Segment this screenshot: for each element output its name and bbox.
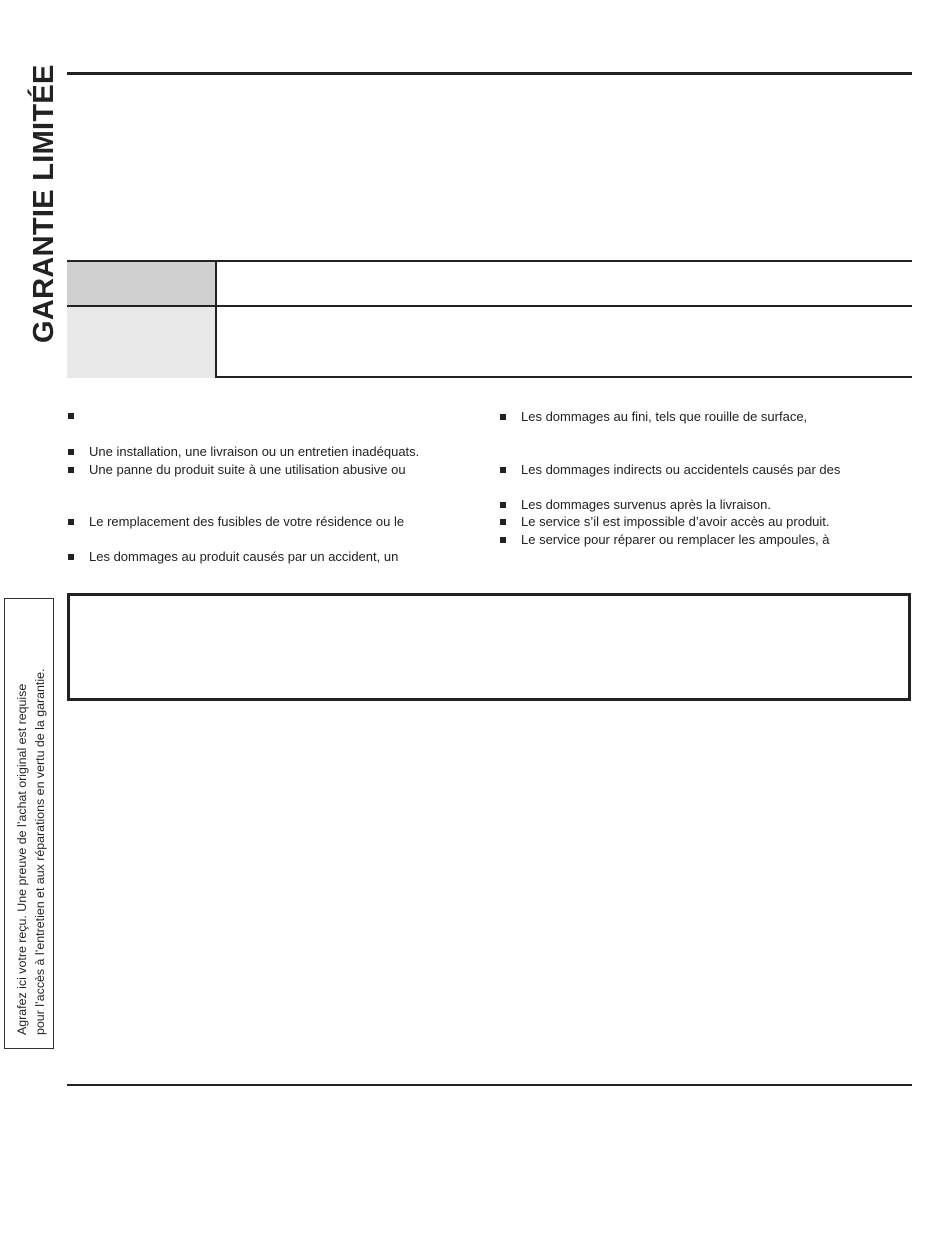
list-item-text: Une installation, une livraison ou un entretien inadéquats. bbox=[89, 444, 420, 459]
bullet-square-icon bbox=[500, 414, 506, 420]
section-title-vertical bbox=[6, 38, 60, 348]
top-rule bbox=[67, 72, 912, 75]
bullet-square-icon bbox=[68, 519, 74, 525]
exclusions-list-right bbox=[500, 407, 920, 557]
bullet-square-icon bbox=[68, 467, 74, 473]
list-item-text: Les dommages survenus après la livraison. bbox=[521, 497, 772, 512]
coverage-row bbox=[67, 262, 912, 307]
exclusions-list-left bbox=[68, 407, 468, 577]
bullet-square-icon bbox=[68, 449, 74, 455]
bullet-square-icon bbox=[68, 554, 74, 560]
coverage-row-label-cell bbox=[67, 307, 217, 378]
list-item-text: Les dommages indirects ou accidentels causés par des bbox=[521, 462, 841, 477]
list-item-text: Les dommages au produit causés par un accident, un bbox=[89, 549, 399, 564]
list-item-text: Le remplacement des fusibles de votre résidence ou le bbox=[89, 514, 405, 529]
list-item-text: Une panne du produit suite à une utilisation abusive ou bbox=[89, 462, 406, 477]
receipt-note-line: pour l’accès à l’entretien et aux réparations en vertu de la garantie. bbox=[33, 668, 47, 1035]
receipt-staple-area bbox=[4, 598, 54, 1049]
bullet-square-icon bbox=[500, 502, 506, 508]
bullet-square-icon bbox=[500, 467, 506, 473]
bottom-rule bbox=[67, 1084, 912, 1086]
coverage-row bbox=[67, 307, 912, 378]
notice-box bbox=[67, 593, 911, 701]
coverage-table bbox=[67, 260, 912, 378]
bullet-square-icon bbox=[500, 519, 506, 525]
receipt-note bbox=[13, 605, 49, 1035]
section-title-text: GARANTIE LIMITÉE bbox=[28, 64, 60, 343]
bullet-square-icon bbox=[500, 537, 506, 543]
list-item-text: Le service pour réparer ou remplacer les ampoules, à bbox=[521, 532, 830, 547]
bullet-square-icon bbox=[68, 413, 74, 419]
coverage-row-label-cell bbox=[67, 262, 217, 305]
list-item-text: Le service s’il est impossible d’avoir accès au produit. bbox=[521, 514, 830, 529]
receipt-note-line: Agrafez ici votre reçu. Une preuve de l’achat original est requise bbox=[15, 683, 29, 1035]
list-item-text: Les dommages au fini, tels que rouille de surface, bbox=[521, 409, 808, 424]
